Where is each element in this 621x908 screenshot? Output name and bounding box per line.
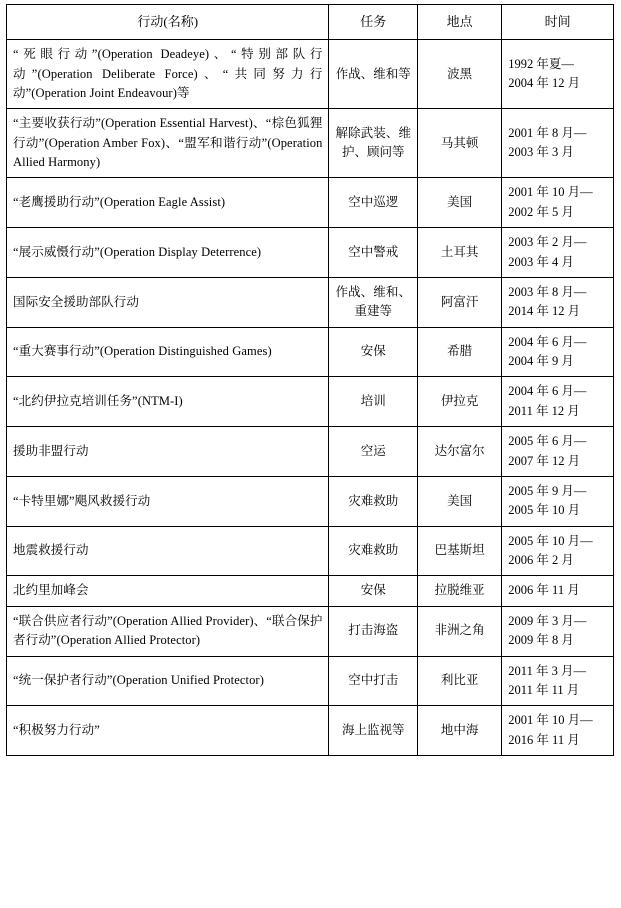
cell-time-line1: 2003 年 8 月— [508, 284, 587, 299]
cell-action: “重大赛事行动”(Operation Distinguished Games) [7, 327, 329, 377]
cell-action: “统一保护者行动”(Operation Unified Protector) [7, 656, 329, 706]
cell-time-line2: 2002 年 5 月 [508, 204, 574, 219]
table-row [7, 606, 614, 656]
cell-action: 国际安全援助部队行动 [7, 277, 329, 327]
table-row [7, 327, 614, 377]
cell-task: 空中警戒 [329, 228, 418, 278]
cell-action: “积极努力行动” [7, 706, 329, 756]
cell-time [502, 377, 614, 427]
cell-time [502, 706, 614, 756]
cell-task: 解除武装、维护、顾问等 [329, 109, 418, 178]
cell-time-line1: 2001 年 10 月— [508, 713, 593, 728]
cell-action: “老鹰援助行动”(Operation Eagle Assist) [7, 178, 329, 228]
cell-time-line1: 2004 年 6 月— [508, 384, 587, 399]
cell-time-line1: 2001 年 10 月— [508, 185, 593, 200]
cell-time-line1: 2001 年 8 月— [508, 125, 587, 140]
cell-task: 海上监视等 [329, 706, 418, 756]
cell-place: 美国 [417, 476, 501, 526]
table-row [7, 706, 614, 756]
cell-task: 空中巡逻 [329, 178, 418, 228]
cell-place: 伊拉克 [417, 377, 501, 427]
cell-time-line2: 2007 年 12 月 [508, 453, 581, 468]
table-header-row [7, 5, 614, 40]
nato-operations-table [6, 4, 614, 756]
cell-time-line2: 2011 年 12 月 [508, 403, 580, 418]
table-row [7, 476, 614, 526]
cell-time [502, 40, 614, 109]
table-header [7, 5, 614, 40]
cell-place: 希腊 [417, 327, 501, 377]
cell-place: 阿富汗 [417, 277, 501, 327]
cell-action: “北约伊拉克培训任务”(NTM-I) [7, 377, 329, 427]
cell-time-line2: 2014 年 12 月 [508, 304, 581, 319]
cell-time-line2: 2004 年 9 月 [508, 354, 574, 369]
table-row [7, 576, 614, 606]
cell-action: “死眼行动”(Operation Deadeye)、“特别部队行动”(Operation Deliberate Force)、“共同努力行动”(Operation Joint Endeavour)等 [7, 40, 329, 109]
cell-place: 土耳其 [417, 228, 501, 278]
table-row [7, 109, 614, 178]
cell-action: “展示威慑行动”(Operation Display Deterrence) [7, 228, 329, 278]
cell-time [502, 476, 614, 526]
cell-time-line1: 2006 年 11 月 [508, 583, 580, 598]
cell-time-line1: 2009 年 3 月— [508, 613, 587, 628]
cell-time-line1: 2005 年 10 月— [508, 533, 593, 548]
cell-time [502, 427, 614, 477]
cell-place: 地中海 [417, 706, 501, 756]
cell-time [502, 576, 614, 606]
cell-time [502, 656, 614, 706]
column-header-place: 地点 [417, 5, 501, 40]
table-row [7, 40, 614, 109]
cell-task: 灾难救助 [329, 526, 418, 576]
cell-time-line1: 2003 年 2 月— [508, 235, 587, 250]
cell-time-line2: 2003 年 4 月 [508, 254, 574, 269]
cell-time-line2: 2011 年 11 月 [508, 682, 580, 697]
cell-task: 作战、维和、重建等 [329, 277, 418, 327]
cell-task: 打击海盗 [329, 606, 418, 656]
cell-action: “联合供应者行动”(Operation Allied Provider)、“联合保护者行动”(Operation Allied Protector) [7, 606, 329, 656]
cell-time-line2: 2003 年 3 月 [508, 145, 574, 160]
cell-place: 利比亚 [417, 656, 501, 706]
cell-action: 北约里加峰会 [7, 576, 329, 606]
table-row [7, 178, 614, 228]
cell-time-line1: 2004 年 6 月— [508, 334, 587, 349]
column-header-task: 任务 [329, 5, 418, 40]
cell-time-line2: 2016 年 11 月 [508, 732, 580, 747]
cell-time [502, 228, 614, 278]
cell-action: “主要收获行动”(Operation Essential Harvest)、“棕色狐狸行动”(Operation Amber Fox)、“盟军和谐行动”(Operation Allied Harmony) [7, 109, 329, 178]
cell-action: “卡特里娜”飓风救援行动 [7, 476, 329, 526]
cell-time-line1: 2005 年 6 月— [508, 434, 587, 449]
cell-time-line1: 2011 年 3 月— [508, 663, 586, 678]
cell-time-line2: 2005 年 10 月 [508, 503, 581, 518]
table-row [7, 427, 614, 477]
table-row [7, 377, 614, 427]
cell-task: 空运 [329, 427, 418, 477]
table-body [7, 40, 614, 756]
table-row [7, 526, 614, 576]
cell-place: 达尔富尔 [417, 427, 501, 477]
cell-time [502, 526, 614, 576]
cell-time-line1: 1992 年夏— [508, 56, 574, 71]
cell-time [502, 277, 614, 327]
cell-task: 培训 [329, 377, 418, 427]
cell-place: 拉脱维亚 [417, 576, 501, 606]
cell-task: 安保 [329, 576, 418, 606]
cell-place: 巴基斯坦 [417, 526, 501, 576]
cell-place: 马其顿 [417, 109, 501, 178]
column-header-action: 行动(名称) [7, 5, 329, 40]
cell-time [502, 327, 614, 377]
cell-place: 非洲之角 [417, 606, 501, 656]
cell-place: 美国 [417, 178, 501, 228]
column-header-time: 时间 [502, 5, 614, 40]
table-row [7, 228, 614, 278]
cell-task: 作战、维和等 [329, 40, 418, 109]
cell-action: 援助非盟行动 [7, 427, 329, 477]
cell-time [502, 109, 614, 178]
cell-task: 空中打击 [329, 656, 418, 706]
cell-time-line2: 2004 年 12 月 [508, 76, 581, 91]
cell-task: 灾难救助 [329, 476, 418, 526]
table-row [7, 656, 614, 706]
table-row [7, 277, 614, 327]
cell-place: 波黑 [417, 40, 501, 109]
cell-task: 安保 [329, 327, 418, 377]
cell-time-line2: 2009 年 8 月 [508, 633, 574, 648]
cell-time-line2: 2006 年 2 月 [508, 553, 574, 568]
cell-action: 地震救援行动 [7, 526, 329, 576]
cell-time [502, 178, 614, 228]
cell-time-line1: 2005 年 9 月— [508, 483, 587, 498]
cell-time [502, 606, 614, 656]
